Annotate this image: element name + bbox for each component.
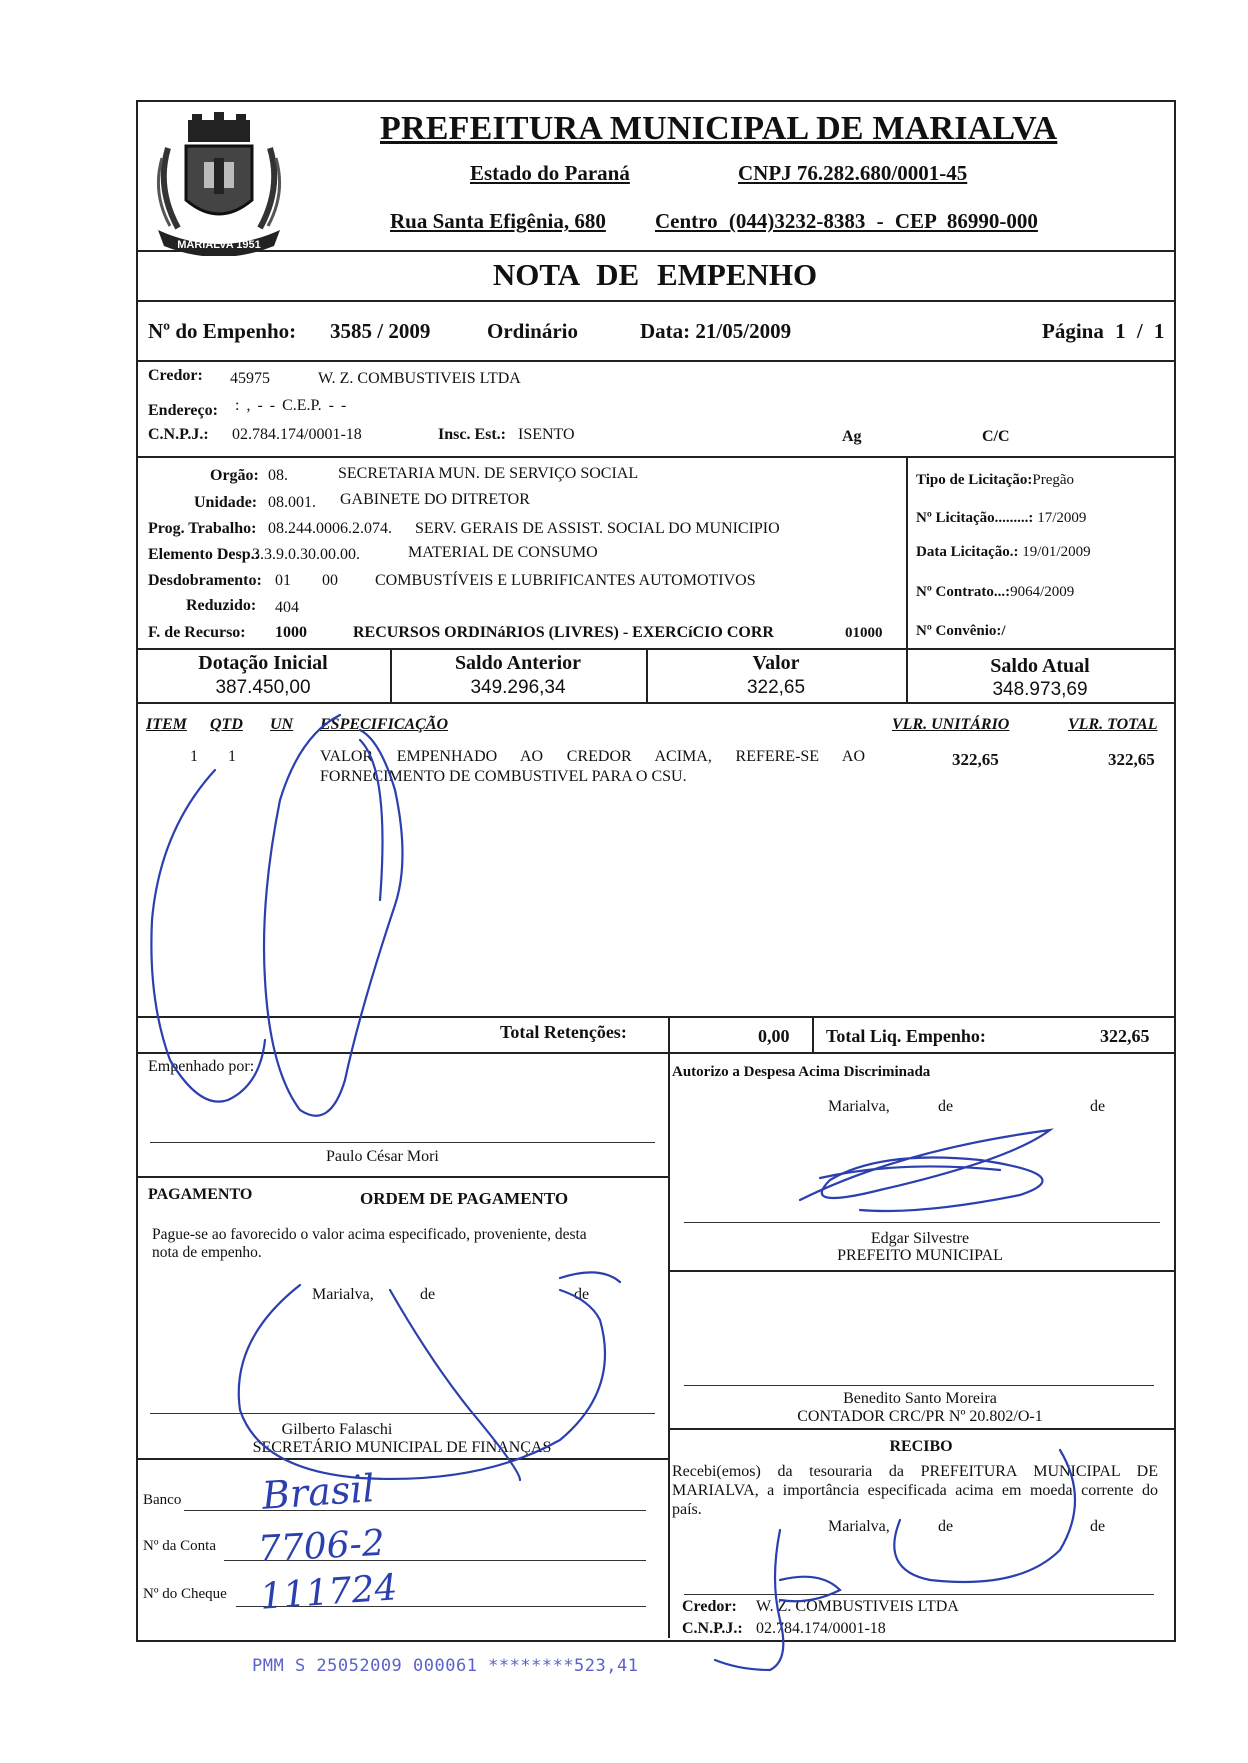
credor-code: 45975: [230, 370, 270, 387]
recibo-text: Recebi(emos) da tesouraria da PREFEITURA MUNICIPAL DE MARIALVA, a importância especificada acima em moeda corrente do país.: [672, 1463, 1158, 1518]
cnpj-credor-value: 02.784.174/0001-18: [232, 426, 362, 443]
item-unit-value: 322,65: [952, 750, 999, 769]
ag-label: Ag: [842, 428, 862, 445]
recibo-cnpj-value: 02.784.174/0001-18: [756, 1620, 886, 1637]
desdobramento-name: COMBUSTÍVEIS E LUBRIFICANTES AUTOMOTIVOS: [375, 572, 756, 589]
retencoes-label: Total Retenções:: [500, 1022, 627, 1042]
col-qtd: QTD: [210, 716, 243, 733]
desdobramento-code2: 00: [322, 572, 338, 589]
licitacao-tipo: Tipo de Licitação:Pregão: [916, 472, 1075, 488]
empenho-date: Data: 21/05/2009: [640, 319, 792, 343]
pagamento-de2: de: [574, 1286, 590, 1303]
pagamento-de1: de: [420, 1286, 436, 1303]
reduzido-value: 404: [275, 599, 299, 616]
col-especificacao: ESPECIFICAÇÃO: [320, 716, 449, 733]
recibo-de2: de: [1090, 1518, 1106, 1535]
recibo-de1: de: [938, 1518, 954, 1535]
autorizo-signature-block: Edgar Silvestre PREFEITO MUNICIPAL: [837, 1230, 1003, 1264]
recurso-name: RECURSOS ORDINáRIOS (LIVRES) - EXERCíCIO CORR: [353, 624, 774, 641]
desdobramento-code1: 01: [275, 572, 291, 589]
document-title: NOTA DE EMPENHO: [492, 257, 818, 292]
conta-handwritten: 7706-2: [257, 1522, 386, 1571]
autorizo-de2: de: [1090, 1098, 1106, 1115]
autorizo-city: Marialva,: [828, 1098, 890, 1115]
prog-name: SERV. GERAIS DE ASSIST. SOCIAL DO MUNICIPIO: [415, 520, 780, 537]
item-total-value: 322,65: [1108, 750, 1155, 769]
recibo-title: RECIBO: [889, 1438, 953, 1455]
pagamento-signature-block: Gilberto Falaschi SECRETÁRIO MUNICIPAL DE FINANÇAS: [252, 1421, 552, 1456]
insc-label: Insc. Est.:: [438, 426, 507, 443]
col-item: ITEM: [146, 716, 187, 733]
cnpj-label: CNPJ 76.282.680/0001-45: [738, 161, 968, 185]
coat-of-arms-icon: [148, 108, 290, 256]
retencoes-value: 0,00: [758, 1026, 790, 1046]
contador-signature-block: Benedito Santo Moreira CONTADOR CRC/PR Nº 20.802/O-1: [797, 1390, 1043, 1425]
item-number: 1: [190, 748, 198, 765]
unidade-code: 08.001.: [268, 494, 316, 511]
total-liquido-value: 322,65: [1100, 1026, 1150, 1046]
cheque-label: Nº do Cheque: [143, 1586, 227, 1602]
recibo-credor-label: Credor:: [682, 1598, 737, 1615]
cnpj-credor-label: C.N.P.J.:: [148, 426, 209, 443]
empenho-label: Nº do Empenho:: [148, 319, 297, 343]
mechanical-stamp: PMM S 25052009 000061 ********523,41: [252, 1656, 639, 1676]
recurso-code2: 01000: [845, 625, 883, 641]
empenho-number: 3585 / 2009: [330, 319, 431, 343]
licitacao-numero: Nº Licitação.........: 17/2009: [916, 510, 1087, 526]
item-qtd: 1: [228, 748, 236, 765]
licitacao-convenio: Nº Convênio:/: [916, 623, 1006, 639]
cc-label: C/C: [982, 428, 1010, 445]
recurso-label: F. de Recurso:: [148, 624, 246, 641]
empenhado-label: Empenhado por:: [148, 1058, 255, 1075]
dotacao-value: 387.450,00: [215, 677, 311, 698]
prog-code: 08.244.0006.2.074.: [268, 520, 392, 537]
reduzido-label: Reduzido:: [186, 597, 257, 614]
desdobramento-label: Desdobramento:: [148, 572, 262, 589]
elemento-label: Elemento Desp.:: [148, 546, 260, 563]
endereco-label: Endereço:: [148, 402, 218, 419]
col-vlr-unitario: VLR. UNITÁRIO: [892, 716, 1010, 733]
total-liquido-label: Total Liq. Empenho:: [826, 1026, 986, 1046]
state-label: Estado do Paraná: [470, 161, 630, 185]
col-un: UN: [270, 716, 294, 733]
orgao-label: Orgão:: [210, 467, 259, 484]
pagamento-text: Pague-se ao favorecido o valor acima especificado, proveniente, desta nota de empenho.: [152, 1226, 587, 1261]
autorizo-label: Autorizo a Despesa Acima Discriminada: [672, 1064, 931, 1080]
unidade-name: GABINETE DO DITRETOR: [340, 491, 530, 508]
recibo-city: Marialva,: [828, 1518, 890, 1535]
street-address: Rua Santa Efigênia, 680: [390, 209, 606, 233]
elemento-code: 3.3.9.0.30.00.00.: [252, 546, 360, 563]
orgao-name: SECRETARIA MUN. DE SERVIÇO SOCIAL: [338, 465, 639, 482]
recibo-cnpj-label: C.N.P.J.:: [682, 1620, 743, 1637]
recibo-credor-name: W. Z. COMBUSTIVEIS LTDA: [756, 1598, 959, 1615]
banco-label: Banco: [143, 1492, 182, 1508]
saldo-anterior-value: 349.296,34: [470, 677, 566, 698]
licitacao-contrato: Nº Contrato...:9064/2009: [916, 584, 1075, 600]
prog-label: Prog. Trabalho:: [148, 520, 257, 537]
pagamento-label: PAGAMENTO: [148, 1186, 253, 1203]
autorizo-de1: de: [938, 1098, 954, 1115]
saldo-anterior-label: Saldo Anterior: [454, 652, 582, 674]
col-vlr-total: VLR. TOTAL: [1068, 716, 1158, 733]
credor-row: Credor:: [148, 367, 203, 384]
saldo-atual-value: 348.973,69: [992, 679, 1088, 700]
ordem-pagamento-label: ORDEM DE PAGAMENTO: [360, 1189, 569, 1208]
conta-label: Nº da Conta: [143, 1538, 216, 1554]
banco-handwritten: Brasil: [260, 1466, 376, 1518]
insc-value: ISENTO: [518, 426, 575, 443]
item-description-line2: FORNECIMENTO DE COMBUSTIVEL PARA O CSU.: [320, 768, 687, 785]
orgao-code: 08.: [268, 467, 288, 484]
credor-name: W. Z. COMBUSTIVEIS LTDA: [318, 370, 521, 387]
unidade-label: Unidade:: [194, 494, 258, 511]
valor-label: Valor: [752, 652, 800, 674]
svg-text:MARIALVA 1951: MARIALVA 1951: [177, 239, 261, 251]
page-number: Página 1 / 1: [1042, 319, 1165, 343]
licitacao-data: Data Licitação.: 19/01/2009: [916, 544, 1091, 560]
empenhado-signer: Paulo César Mori: [326, 1148, 439, 1165]
cheque-handwritten: 111724: [258, 1567, 399, 1618]
page-title: PREFEITURA MUNICIPAL DE MARIALVA: [380, 110, 1058, 147]
saldo-atual-label: Saldo Atual: [990, 655, 1090, 677]
empenho-type: Ordinário: [487, 319, 579, 343]
address-contact: Centro (044)3232-8383 - CEP 86990-000: [655, 209, 1038, 233]
dotacao-label: Dotação Inicial: [198, 652, 328, 674]
endereco-value: : , - - C.E.P. - -: [235, 397, 347, 414]
item-description-line1: VALOR EMPENHADO AO CREDOR ACIMA, REFERE-SE AO: [320, 748, 865, 765]
recurso-code: 1000: [275, 624, 307, 641]
elemento-name: MATERIAL DE CONSUMO: [408, 544, 598, 561]
valor-value: 322,65: [746, 677, 806, 698]
pagamento-city: Marialva,: [312, 1286, 374, 1303]
